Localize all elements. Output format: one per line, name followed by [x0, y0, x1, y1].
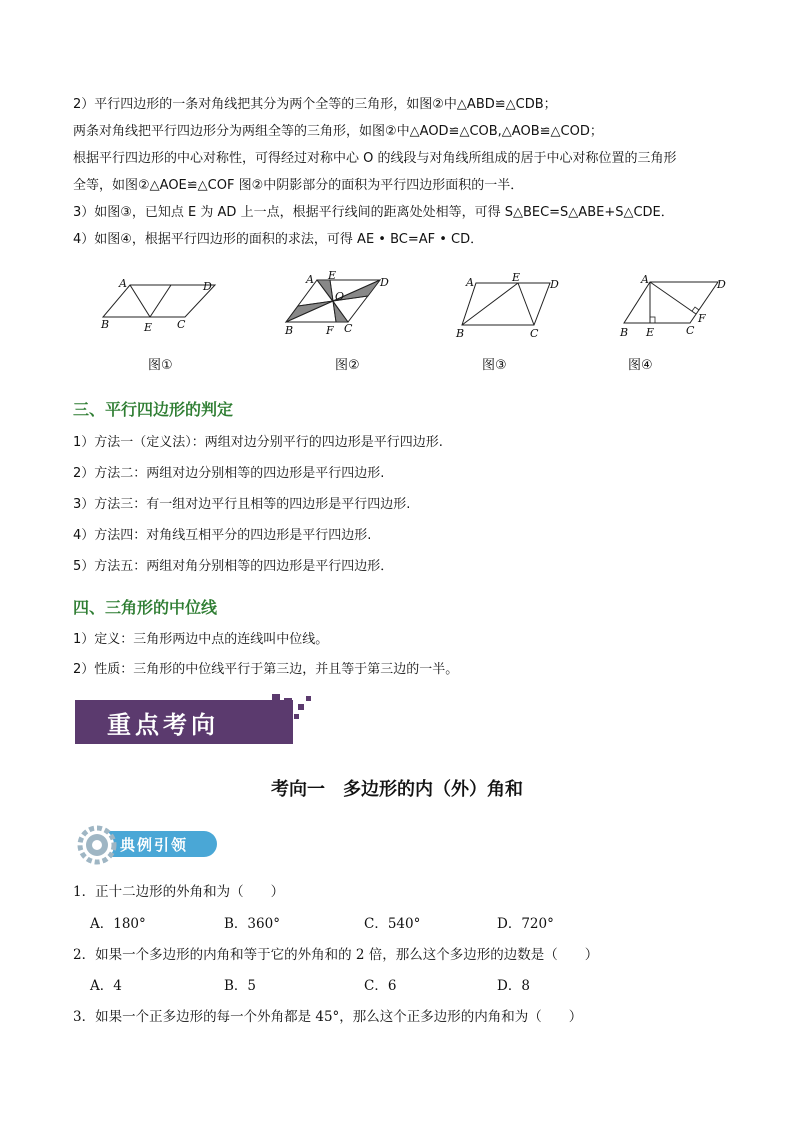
option-d[interactable]: D．720°: [497, 916, 554, 932]
badge-label: 典例引领: [120, 836, 189, 854]
option-b[interactable]: B．5: [224, 978, 257, 994]
label-c: C: [530, 327, 539, 340]
question-1: 1．正十二边形的外角和为（ ）: [73, 884, 285, 900]
label-c: C: [177, 318, 186, 331]
height-af: [650, 282, 696, 314]
pixel-decoration-icon: [258, 690, 318, 730]
label-d: D: [717, 278, 726, 291]
method-item: 4）方法四：对角线互相平分的四边形是平行四边形.: [73, 528, 372, 543]
topic-title: 考向一 多边形的内（外）角和: [271, 779, 523, 800]
option-c[interactable]: C．540°: [364, 916, 421, 932]
method-item: 1）方法一（定义法）：两组对边分别平行的四边形是平行四边形.: [73, 435, 443, 450]
label-c: C: [344, 322, 353, 335]
label-e: E: [512, 271, 521, 284]
label-a: A: [119, 277, 127, 290]
figure-2: [282, 270, 392, 340]
paragraph-3: 3）如图③，已知点 E 为 AD 上一点，根据平行线间的距离处处相等，可得 S△BEC=S△ABE+S△CDE．: [73, 205, 674, 220]
parallelogram-abcd: [462, 283, 550, 325]
paragraph-diagonals: 两条对角线把平行四边形分为两组全等的三角形，如图②中△AOD≌△COB,△AOB≌△COD；: [73, 124, 603, 139]
caption-fig4: 图④: [628, 358, 653, 373]
paragraph-congruent: 全等，如图②△AOE≌△COF 图②中阴影部分的面积为平行四边形面积的一半．: [73, 178, 524, 193]
label-b: B: [620, 326, 629, 339]
label-o: O: [335, 290, 345, 303]
label-b: B: [101, 318, 110, 331]
section-heading-judgement: 三、平行四边形的判定: [73, 400, 234, 419]
paragraph-symmetry: 根据平行四边形的中心对称性，可得经过对称中心 O 的线段与对角线所组成的居于中心对称位置的三角形: [73, 151, 677, 166]
figure-1: [95, 272, 225, 334]
paragraph-4: 4）如图④，根据平行四边形的面积的求法，可得 AE • BC=AF • CD．: [73, 232, 484, 247]
label-e: E: [646, 326, 655, 339]
figure-4: [612, 270, 732, 342]
question-2: 2．如果一个多边形的内角和等于它的外角和的 2 倍，那么这个多边形的边数是（ ）: [73, 947, 599, 963]
banner-label: 重点考向: [107, 710, 219, 739]
option-a[interactable]: A．180°: [90, 916, 146, 932]
label-d: D: [380, 276, 389, 289]
caption-fig2: 图②: [335, 358, 360, 373]
label-a: A: [306, 273, 314, 286]
label-a: A: [466, 276, 474, 289]
right-angle-mark: [650, 317, 655, 323]
example-badge: [72, 822, 222, 866]
label-b: B: [285, 324, 294, 337]
gear-icon: [76, 824, 118, 866]
label-e: E: [144, 321, 153, 334]
segment-ae: [130, 285, 150, 317]
label-b: B: [456, 327, 465, 340]
right-angle-mark: [692, 307, 699, 311]
method-item: 3）方法三：有一组对边平行且相等的四边形是平行四边形.: [73, 497, 411, 512]
option-a[interactable]: A．4: [90, 978, 122, 994]
caption-fig1: 图①: [148, 358, 173, 373]
label-f: F: [698, 312, 706, 325]
section-heading-midline: 四、三角形的中位线: [73, 598, 218, 617]
option-b[interactable]: B．360°: [224, 916, 280, 932]
label-f: F: [326, 324, 334, 337]
label-d: D: [550, 278, 559, 291]
caption-fig3: 图③: [482, 358, 507, 373]
option-d[interactable]: D．8: [497, 978, 530, 994]
question-3: 3．如果一个正多边形的每一个外角都是 45°，那么这个正多边形的内角和为（ ）: [73, 1009, 583, 1025]
label-e: E: [328, 270, 337, 282]
label-d: D: [203, 280, 212, 293]
midline-definition: 1）定义：三角形两边中点的连线叫中位线。: [73, 632, 329, 647]
paragraph-2: 2）平行四边形的一条对角线把其分为两个全等的三角形，如图②中△ABD≌△CDB；: [73, 97, 557, 112]
segment-ec: [518, 283, 534, 325]
figure-3: [452, 268, 562, 343]
segment-e-top: [150, 285, 171, 317]
segment-be: [462, 283, 518, 325]
method-item: 2）方法二：两组对边分别相等的四边形是平行四边形.: [73, 466, 385, 481]
label-a: A: [641, 273, 649, 286]
option-c[interactable]: C．6: [364, 978, 397, 994]
midline-property: 2）性质：三角形的中位线平行于第三边，并且等于第三边的一半。: [73, 662, 459, 677]
method-item: 5）方法五：两组对角分别相等的四边形是平行四边形．: [73, 559, 394, 574]
label-c: C: [686, 324, 695, 337]
